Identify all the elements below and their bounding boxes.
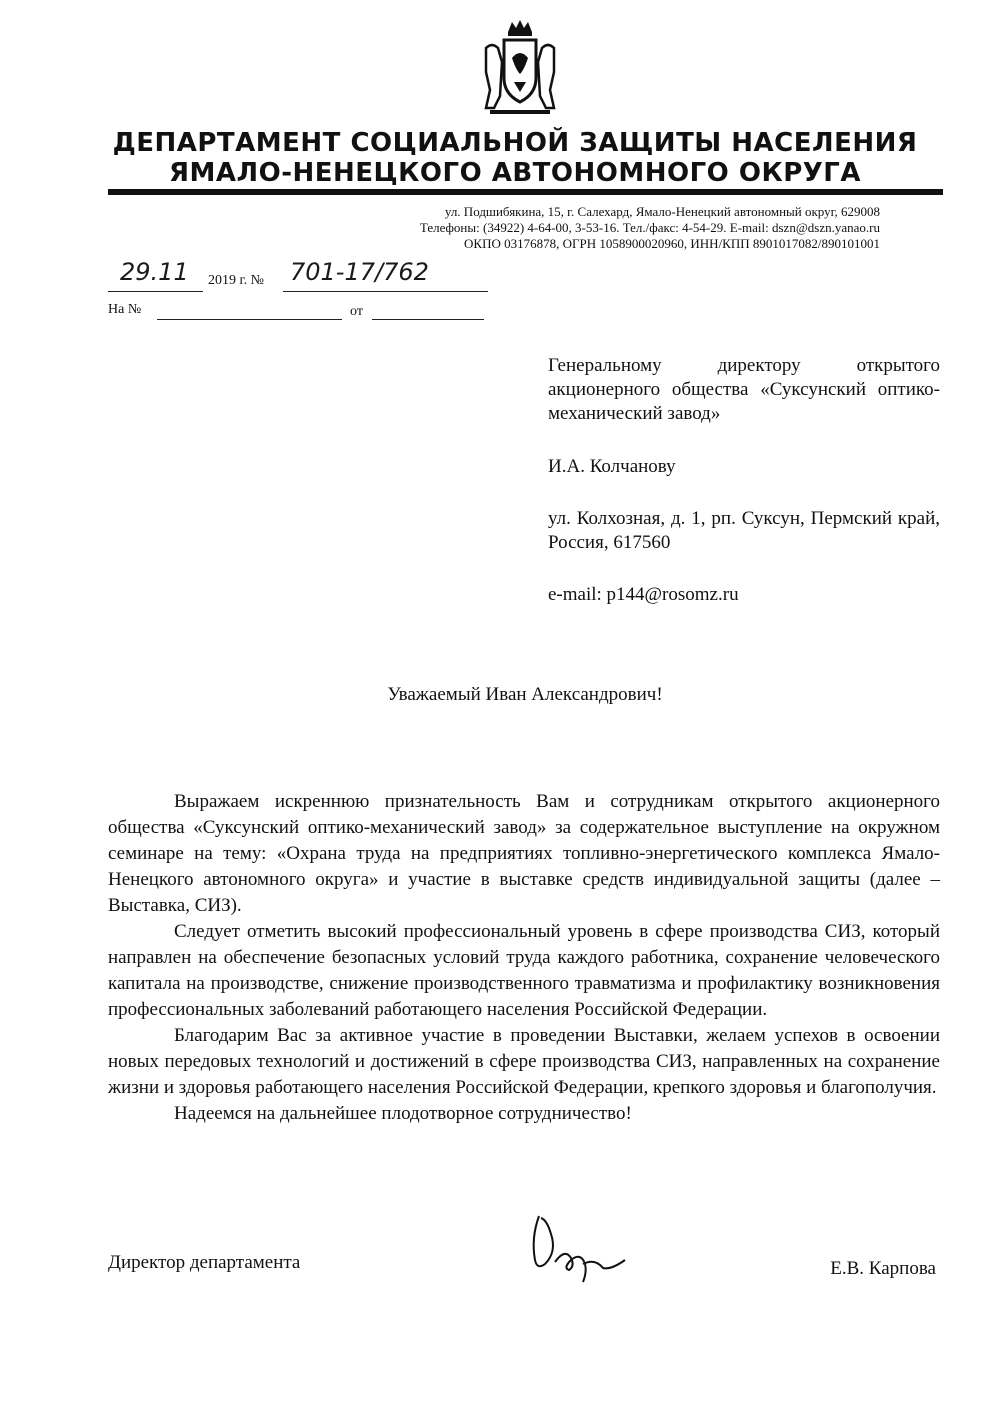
salutation: Уважаемый Иван Александрович! bbox=[387, 684, 663, 705]
recipient-name: И.А. Колчанову bbox=[548, 456, 676, 477]
handwritten-date: 29.11 bbox=[120, 258, 189, 286]
reply-number-underline bbox=[157, 318, 342, 320]
body-paragraph: Надеемся на дальнейшее плодотворное сотрудничество! bbox=[174, 1103, 632, 1124]
from-label: от bbox=[350, 304, 363, 319]
recipient-email: e-mail: p144@rosomz.ru bbox=[548, 584, 739, 605]
letterhead-divider bbox=[108, 189, 943, 195]
date-underline bbox=[108, 290, 203, 292]
recipient-address: ул. Колхозная, д. 1, рп. Суксун, Пермский край, Россия, 617560 bbox=[548, 508, 940, 553]
from-date-underline bbox=[372, 318, 484, 320]
address-line: ул. Подшибякина, 15, г. Салехард, Ямало-Ненецкий автономный округ, 629008 bbox=[444, 204, 880, 219]
handwritten-number: 701-17/762 bbox=[290, 258, 429, 286]
reply-to-label: На № bbox=[108, 302, 142, 317]
contacts-line: Телефоны: (34922) 4-64-00, 3-53-16. Тел./факс: 4-54-29. E-mail: dszn@dszn.yanao.ru bbox=[419, 220, 880, 235]
signatory-name: Е.В. Карпова bbox=[830, 1258, 936, 1279]
coat-of-arms-emblem-icon bbox=[480, 18, 560, 118]
organization-name-line2: ЯМАЛО-НЕНЕЦКОГО АВТОНОМНОГО ОКРУГА bbox=[169, 158, 861, 188]
body-paragraph: Следует отметить высокий профессиональный уровень в сфере производства СИЗ, который направлен на обеспечение безопасных условий труда каждого работника, сохранение человеческого капитала на производстве, снижение производственного травматизма и профилактику возникновения профессиональных заболеваний работающего населения Российской Федерации. bbox=[108, 921, 940, 1020]
registry-codes-line: ОКПО 03176878, ОГРН 1058900020960, ИНН/КПП 8901017082/890101001 bbox=[464, 236, 880, 251]
signatory-position: Директор департамента bbox=[108, 1252, 301, 1273]
body-paragraph: Благодарим Вас за активное участие в проведении Выставки, желаем успехов в освоении новых передовых технологий и достижений в сфере производства СИЗ, направленных на сохранение жизни и здоровья работающего населения Российской Федерации, крепкого здоровья и благополучия. bbox=[108, 1025, 940, 1098]
letter-body bbox=[108, 789, 940, 1127]
organization-name-line1: ДЕПАРТАМЕНТ СОЦИАЛЬНОЙ ЗАЩИТЫ НАСЕЛЕНИЯ bbox=[112, 128, 918, 158]
year-number-label: 2019 г. № bbox=[208, 273, 265, 288]
recipient-position: Генеральному директору открытого акционерного общества «Суксунский оптико-механический завод» bbox=[548, 355, 940, 424]
body-paragraph: Выражаем искреннюю признательность Вам и сотрудникам открытого акционерного общества «Суксунский оптико-механический завод» за содержательное выступление на окружном семинаре на тему: «Охрана труда на предприятиях топливно-энергетического комплекса Ямало-Ненецкого автономного округа» и участие в выставке средств индивидуальной защиты (далее – Выставка, СИЗ). bbox=[108, 791, 940, 916]
number-underline bbox=[283, 290, 488, 292]
handwritten-signature-icon bbox=[525, 1208, 635, 1288]
